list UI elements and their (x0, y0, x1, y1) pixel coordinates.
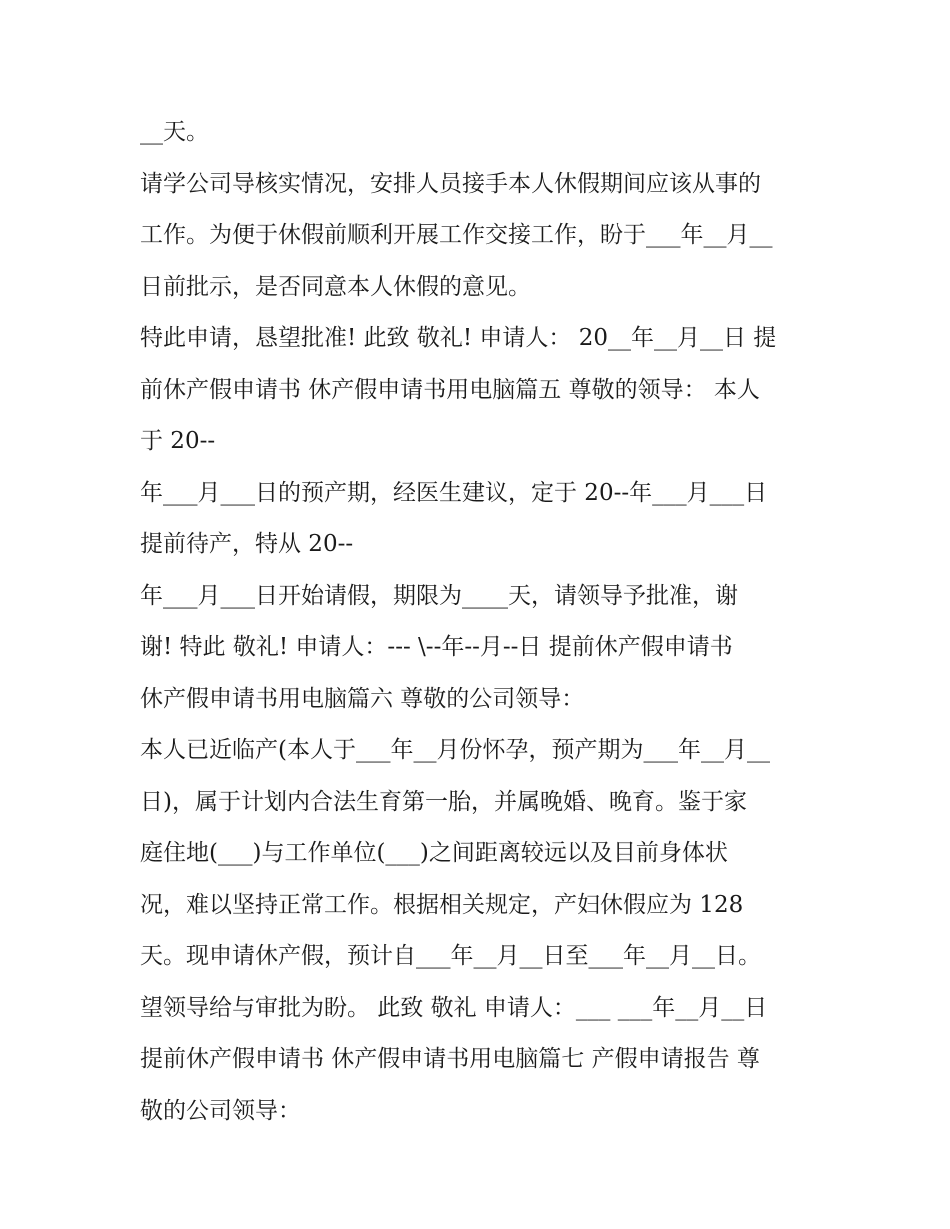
text-line: 休产假申请书用电脑篇六 尊敬的公司领导： (140, 685, 585, 712)
text-line: 年___月___日开始请假，期限为____天，请领导予批准，谢 (140, 582, 738, 609)
text-line: 请学公司导核实情况，安排人员接手本人休假期间应该从事的 (140, 170, 761, 197)
text-line: 日前批示，是否同意本人休假的意见。 (140, 273, 531, 300)
text-line: 庭住地(___)与工作单位(___)之间距离较远以及目前身体状 (140, 840, 728, 866)
text-line: 望领导给与审批为盼。 此致 敬礼 申请人：___ ___年__月__日 (140, 994, 768, 1021)
text-line: 本人已近临产(本人于___年__月份怀孕，预产期为___年__月__ (140, 737, 770, 763)
text-line: 天。现申请休产假，预计自___年__月__日至___年__月__日。 (140, 943, 761, 969)
text-line: 况，难以坚持正常工作。根据相关规定，产妇休假应为 128 (140, 891, 744, 918)
text-line: 前休产假申请书 休产假申请书用电脑篇五 尊敬的领导： 本人 (140, 376, 760, 403)
text-line: 日)，属于计划内合法生育第一胎，并属晚婚、晚育。鉴于家 (140, 788, 747, 815)
text-line: __天。 (140, 119, 209, 145)
text-line: 于 20-- (140, 428, 216, 454)
text-line: 特此申请，恳望批准! 此致 敬礼! 申请人： 20__年__月__日 提 (140, 325, 777, 351)
text-line: 提前休产假申请书 休产假申请书用电脑篇七 产假申请报告 尊 (140, 1046, 760, 1072)
text-line: 年___月___日的预产期，经医生建议，定于 20--年___月___日 (140, 479, 768, 506)
text-line: 提前待产，特从 20-- (140, 531, 354, 557)
text-line: 工作。为便于休假前顺利开展工作交接工作，盼于___年__月__ (140, 222, 773, 248)
document-text (140, 107, 830, 1137)
text-line: 谢! 特此 敬礼! 申请人：--- \--年--月--日 提前休产假申请书 (140, 634, 733, 660)
text-line: 敬的公司领导： (140, 1097, 301, 1124)
